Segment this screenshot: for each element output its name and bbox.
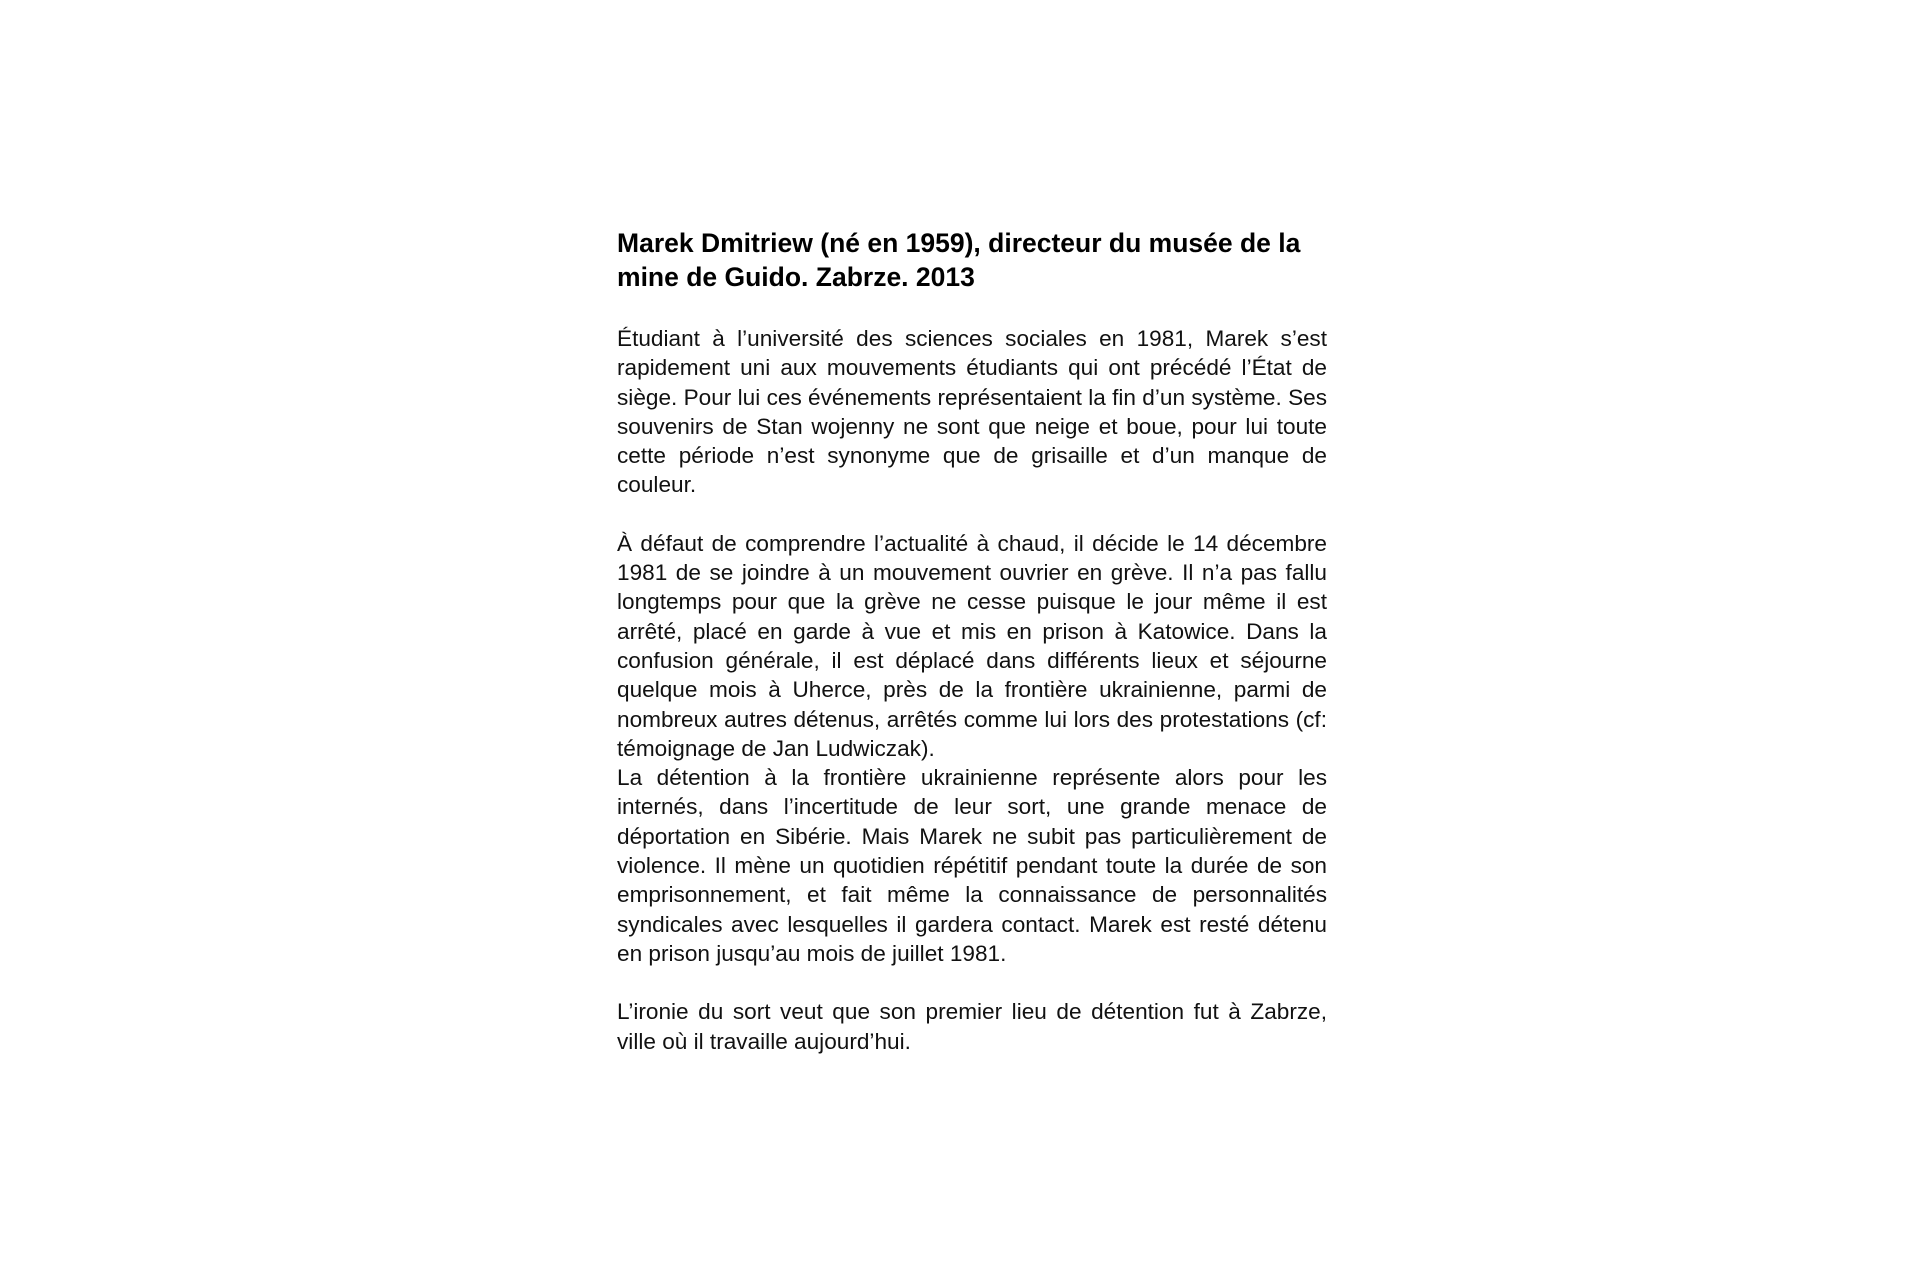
- article: [617, 226, 1327, 1056]
- article-title: Marek Dmitriew (né en 1959), directeur du musée de la mine de Guido. Zabrze. 2013: [617, 228, 1301, 292]
- paragraph-detention: La détention à la frontière ukrainienne représente alors pour les internés, dans l’incertitude de leur sort, une grande menace de déportation en Sibérie. Mais Marek ne subit pas particulièrement de violence. Il mène un quotidien répétitif pendant toute la durée de son emprisonnement, et fait même la connaissance de personnalités syndicales avec lesquelles il gardera contact. Marek est resté détenu en prison jusqu’au mois de juillet 1981.: [617, 765, 1327, 966]
- paragraph-irony: L’ironie du sort veut que son premier lieu de détention fut à Zabrze, ville où il travaille aujourd’hui.: [617, 999, 1327, 1054]
- paragraph-studies: Étudiant à l’université des sciences sociales en 1981, Marek s’est rapidement uni aux mouvements étudiants qui ont précédé l’État de siège. Pour lui ces événements représentaient la fin d’un système. Ses souvenirs de Stan wojenny ne sont que neige et boue, pour lui toute cette période n’est synonyme que de grisaille et d’un manque de couleur.: [617, 326, 1327, 498]
- paragraph-strike-arrest: À défaut de comprendre l’actualité à chaud, il décide le 14 décembre 1981 de se joindre à un mouvement ouvrier en grève. Il n’a pas fallu longtemps pour que la grève ne cesse puisque le jour même il est arrêté, placé en garde à vue et mis en prison à Katowice. Dans la confusion générale, il est déplacé dans différents lieux et séjourne quelque mois à Uherce, près de la frontière ukrainienne, parmi de nombreux autres détenus, arrêtés comme lui lors des protestations (cf: témoignage de Jan Ludwiczak).: [617, 530, 1327, 761]
